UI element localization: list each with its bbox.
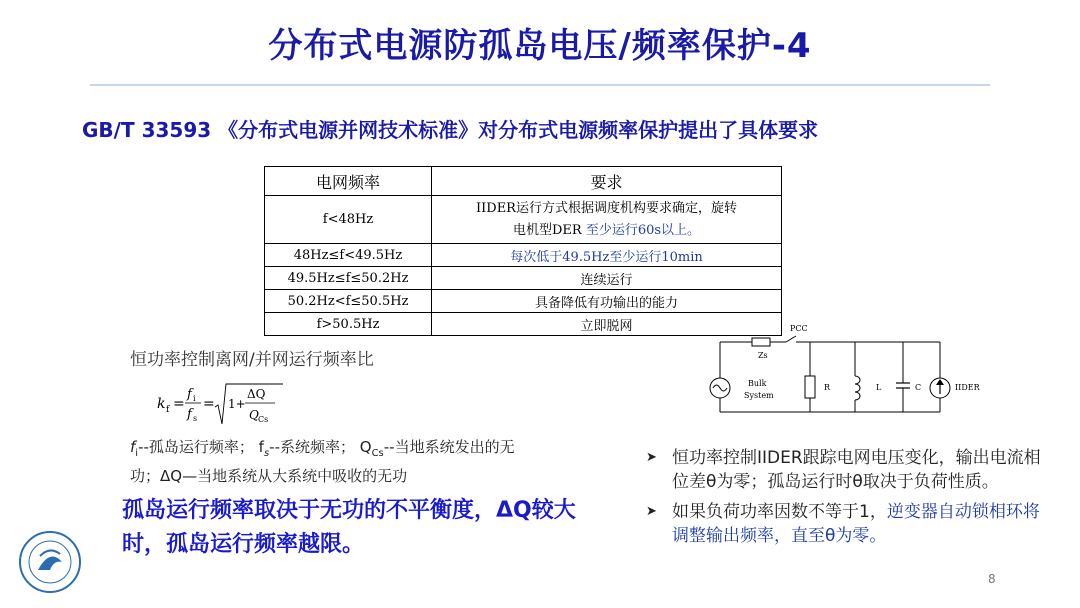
svg-text:=: = <box>203 396 215 412</box>
arrow-bullet-icon: ➤ <box>646 504 657 519</box>
inductor-icon <box>855 376 860 400</box>
bulk-label: Bulk <box>748 379 767 388</box>
formula-k-sub: f <box>166 405 170 415</box>
req-text: 电机型DER <box>512 222 586 238</box>
table-row <box>265 290 782 313</box>
req-cell <box>432 196 782 244</box>
resistor-icon <box>805 376 815 398</box>
r-label: R <box>824 383 831 392</box>
formula-den: f <box>187 407 192 422</box>
table-row <box>265 244 782 267</box>
formula-equals: = <box>173 396 185 412</box>
def-qcs: --当地系统发出的无 <box>383 438 515 456</box>
freq-cell: 49.5Hz≤f≤50.2Hz <box>265 267 432 290</box>
l-label: L <box>876 383 882 392</box>
req-cell: 每次低于49.5Hz至少运行10min <box>432 244 782 267</box>
conclusion-text: 孤岛运行频率取决于无功的不平衡度，ΔQ较大时，孤岛运行频率越限。 <box>122 498 576 557</box>
def-dq: 功；ΔQ—当地系统从大系统中吸收的无功 <box>130 467 408 485</box>
req-cell: 具备降低有功输出的能力 <box>432 290 782 313</box>
title-divider <box>90 84 990 86</box>
req-highlight: 至少运行60s以上。 <box>585 222 701 238</box>
slide-subtitle: GB/T 33593 《分布式电源并网技术标准》对分布式电源频率保护提出了具体要求 <box>82 118 819 142</box>
def-fs: --系统频率； Q <box>269 438 372 456</box>
university-logo-icon <box>18 530 82 594</box>
req-text: IIDER运行方式根据调度机构要求确定，旋转 <box>476 200 737 216</box>
header-requirement: 要求 <box>432 167 782 196</box>
formula-k: k <box>157 396 166 412</box>
formula-den-sub: s <box>193 414 198 423</box>
control-label: 恒功率控制离网/并网运行频率比 <box>130 350 374 370</box>
frequency-requirements-table <box>264 166 782 336</box>
page-number: 8 <box>988 572 996 586</box>
bullet-text: 如果负荷功率因数不等于1， <box>672 502 887 522</box>
def-fi: --孤岛运行频率； f <box>138 438 264 456</box>
pcc-label: PCC <box>790 324 808 333</box>
slide-title: 分布式电源防孤岛电压/频率保护-4 <box>268 26 812 66</box>
list-item <box>646 446 1041 494</box>
formula-num: f <box>187 387 192 402</box>
formula-num-sub: i <box>193 394 196 403</box>
symbol-definitions: $f_i--$孤岛运行频率； $f_s--$系统频率； $Q_{Cs}--$当地系统发出的无 功；ΔQ—当地系统从大系统中吸收的无功 <box>130 438 515 485</box>
freq-cell: 48Hz≤f<49.5Hz <box>265 244 432 267</box>
formula-one: 1+ <box>228 397 246 411</box>
freq-cell: 50.2Hz<f≤50.5Hz <box>265 290 432 313</box>
zs-label: Zs <box>758 351 768 360</box>
freq-cell: f>50.5Hz <box>265 313 432 336</box>
frequency-ratio-formula <box>155 380 285 428</box>
formula-dq: ΔQ <box>247 387 266 401</box>
island-circuit-diagram <box>700 320 980 420</box>
table-row <box>265 196 782 244</box>
table-row <box>265 267 782 290</box>
formula-qcs-sub: Cs <box>258 415 269 424</box>
arrow-bullet-icon: ➤ <box>646 450 657 465</box>
table-header-row <box>265 167 782 196</box>
bullet-text: 恒功率控制IIDER跟踪电网电压变化，输出电流相位差θ为零；孤岛运行时θ取决于负荷性质。 <box>672 448 1041 492</box>
system-label: System <box>744 391 774 400</box>
c-label: C <box>915 383 922 392</box>
header-frequency: 电网频率 <box>265 167 432 196</box>
zs-impedance-icon <box>752 338 770 346</box>
iider-label: IIDER <box>955 383 980 392</box>
bullet-list <box>646 446 1041 554</box>
bullet-highlight: 逆变器自动锁相环将调整输出频率，直至θ为零。 <box>672 502 1040 546</box>
freq-cell: f<48Hz <box>265 196 432 244</box>
pcc-switch-icon <box>786 336 796 342</box>
req-cell: 立即脱网 <box>432 313 782 336</box>
req-cell: 连续运行 <box>432 267 782 290</box>
list-item <box>646 500 1041 548</box>
formula-qcs: Q <box>249 408 259 422</box>
